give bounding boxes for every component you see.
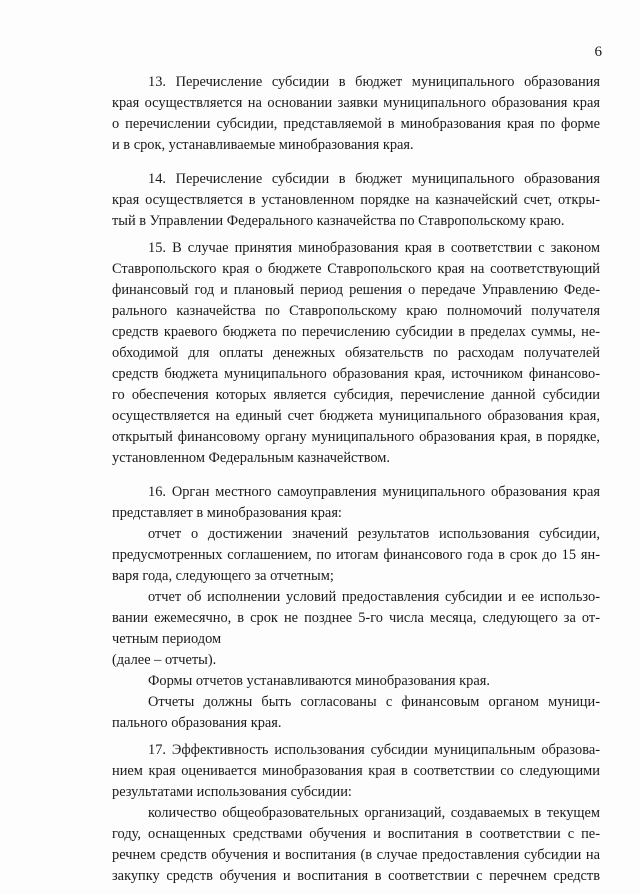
text-line: 16. Орган местного самоуправления муниципального образования края: [148, 484, 600, 500]
text-line: открытый финансовому органу муниципального образования края, в порядке,: [112, 429, 600, 445]
text-line: о перечислении субсидии, представляемой в минобразования края по форме: [112, 116, 600, 132]
text-line: представляет в минобразования края:: [112, 505, 342, 521]
text-line: 13. Перечисление субсидии в бюджет муниципального образования: [148, 74, 600, 90]
text-line: количество общеобразовательных организаций, создаваемых в текущем: [148, 805, 600, 821]
text-line: средств краевого бюджета по перечислению субсидии в пределах суммы, не-: [112, 324, 600, 340]
text-line: Ставропольского края о бюджете Ставропольского края на соответствующий: [112, 261, 600, 277]
text-line: речнем средств обучения и воспитания (в случае предоставления субсидии на: [112, 847, 600, 863]
text-line: вании ежемесячно, в срок не позднее 5-го числа месяца, следующего за от-: [112, 610, 600, 626]
text-line: четным периодом: [112, 631, 222, 647]
text-line: рального казначейства по Ставропольскому краю полномочий получателя: [112, 303, 600, 319]
text-line: отчет о достижении значений результатов использования субсидии,: [148, 526, 600, 542]
text-line: пального образования края.: [112, 715, 282, 731]
text-line: обходимой для оплаты денежных обязательств по расходам получателей: [112, 345, 600, 361]
text-line: Формы отчетов устанавливаются минобразования края.: [148, 673, 490, 689]
text-line: варя года, следующего за отчетным;: [112, 568, 334, 584]
text-line: средств бюджета муниципального образования края, источником финансово-: [112, 366, 600, 382]
text-line: финансовый год и плановый период решения о передаче Управлению Феде-: [112, 282, 600, 298]
text-line: го обеспечения которых является субсидия, перечисление данной субсидии: [112, 387, 600, 403]
page-number: 6: [594, 44, 602, 60]
text-line: установленном Федеральным казначейством.: [112, 450, 391, 466]
text-line: тый в Управлении Федерального казначейства по Ставропольскому краю.: [112, 213, 565, 229]
text-line: результатами использования субсидии:: [112, 784, 352, 800]
text-line: закупку средств обучения и воспитания в соответствии с перечнем средств: [112, 868, 600, 884]
text-line: края осуществляется на основании заявки муниципального образования края: [112, 95, 600, 111]
text-line: края осуществляется в установленном порядке на казначейский счет, откры-: [112, 192, 600, 208]
text-line: и в срок, устанавливаемые минобразования края.: [112, 137, 414, 153]
text-line: Отчеты должны быть согласованы с финансовым органом муници-: [148, 694, 600, 710]
text-line: 14. Перечисление субсидии в бюджет муниципального образования: [148, 171, 600, 187]
text-line: отчет об исполнении условий предоставления субсидии и ее использо-: [148, 589, 600, 605]
text-line: (далее – отчеты).: [112, 652, 217, 668]
text-line: 17. Эффективность использования субсидии муниципальным образова-: [148, 742, 600, 758]
text-line: нием края оценивается минобразования края в соответствии со следующими: [112, 763, 600, 779]
text-line: предусмотренных соглашением, по итогам финансового года в срок до 15 ян-: [112, 547, 600, 563]
text-line: осуществляется на единый счет бюджета муниципального образования края,: [112, 408, 600, 424]
text-line: году, оснащенных средствами обучения и воспитания в соответствии с пе-: [112, 826, 600, 842]
text-line: 15. В случае принятия минобразования края в соответствии с законом: [148, 240, 600, 256]
